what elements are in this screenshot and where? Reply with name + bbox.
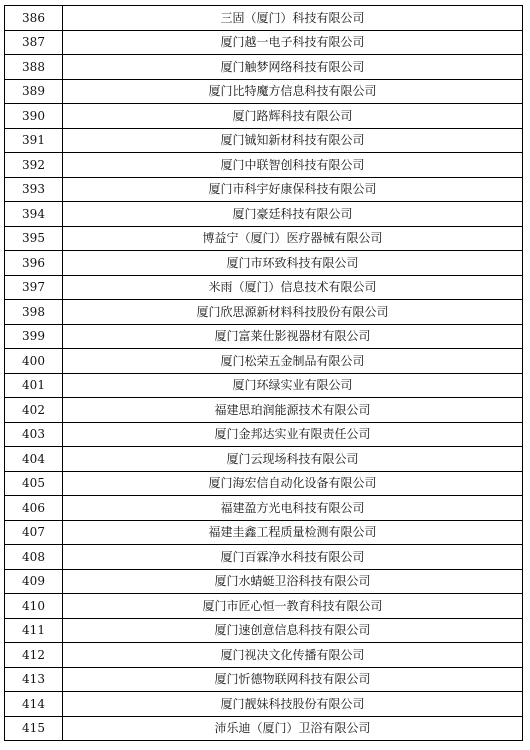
row-number-cell: 414 (5, 692, 63, 717)
company-name-cell: 厦门市科宇好康保科技有限公司 (63, 177, 523, 202)
table-row (5, 30, 523, 55)
table-row (5, 275, 523, 300)
company-name-cell: 厦门金邦达实业有限责任公司 (63, 422, 523, 447)
row-number-cell: 396 (5, 251, 63, 276)
table-row (5, 226, 523, 251)
company-name-cell: 三固（厦门）科技有限公司 (63, 6, 523, 31)
company-name-cell: 厦门富莱仕影视器材有限公司 (63, 324, 523, 349)
company-list-body (5, 6, 523, 741)
company-name-cell: 厦门云现场科技有限公司 (63, 447, 523, 472)
table-row (5, 202, 523, 227)
row-number-cell: 389 (5, 79, 63, 104)
company-name-cell: 厦门欣思源新材料科技股份有限公司 (63, 300, 523, 325)
company-name-cell: 厦门触梦网络科技有限公司 (63, 55, 523, 80)
table-row (5, 300, 523, 325)
table-row (5, 324, 523, 349)
company-name-cell: 厦门视决文化传播有限公司 (63, 643, 523, 668)
row-number-cell: 405 (5, 471, 63, 496)
row-number-cell: 402 (5, 398, 63, 423)
row-number-cell: 390 (5, 104, 63, 129)
row-number-cell: 398 (5, 300, 63, 325)
company-name-cell: 厦门越一电子科技有限公司 (63, 30, 523, 55)
table-row (5, 422, 523, 447)
table-row (5, 520, 523, 545)
company-list-table (4, 5, 523, 741)
company-name-cell: 福建圭鑫工程质量检测有限公司 (63, 520, 523, 545)
company-list-table-wrapper (4, 5, 523, 741)
table-row (5, 692, 523, 717)
row-number-cell: 407 (5, 520, 63, 545)
row-number-cell: 392 (5, 153, 63, 178)
row-number-cell: 412 (5, 643, 63, 668)
row-number-cell: 415 (5, 716, 63, 741)
company-name-cell: 厦门市环致科技有限公司 (63, 251, 523, 276)
table-row (5, 177, 523, 202)
row-number-cell: 409 (5, 569, 63, 594)
row-number-cell: 413 (5, 667, 63, 692)
table-row (5, 594, 523, 619)
company-name-cell: 米雨（厦门）信息技术有限公司 (63, 275, 523, 300)
company-name-cell: 厦门松荣五金制品有限公司 (63, 349, 523, 374)
company-name-cell: 福建盈方光电科技有限公司 (63, 496, 523, 521)
table-row (5, 251, 523, 276)
table-row (5, 716, 523, 741)
row-number-cell: 388 (5, 55, 63, 80)
company-name-cell: 沛乐迪（厦门）卫浴有限公司 (63, 716, 523, 741)
row-number-cell: 387 (5, 30, 63, 55)
row-number-cell: 406 (5, 496, 63, 521)
row-number-cell: 394 (5, 202, 63, 227)
row-number-cell: 393 (5, 177, 63, 202)
row-number-cell: 400 (5, 349, 63, 374)
table-row (5, 447, 523, 472)
table-row (5, 128, 523, 153)
row-number-cell: 399 (5, 324, 63, 349)
row-number-cell: 404 (5, 447, 63, 472)
table-row (5, 6, 523, 31)
row-number-cell: 401 (5, 373, 63, 398)
table-row (5, 79, 523, 104)
company-name-cell: 厦门路辉科技有限公司 (63, 104, 523, 129)
table-row (5, 569, 523, 594)
table-row (5, 104, 523, 129)
table-row (5, 643, 523, 668)
company-name-cell: 博益宁（厦门）医疗器械有限公司 (63, 226, 523, 251)
row-number-cell: 391 (5, 128, 63, 153)
table-row (5, 398, 523, 423)
company-name-cell: 厦门市匠心恒一教育科技有限公司 (63, 594, 523, 619)
row-number-cell: 395 (5, 226, 63, 251)
row-number-cell: 411 (5, 618, 63, 643)
table-row (5, 471, 523, 496)
company-name-cell: 厦门忻德物联网科技有限公司 (63, 667, 523, 692)
company-name-cell: 厦门速创意信息科技有限公司 (63, 618, 523, 643)
table-row (5, 153, 523, 178)
company-name-cell: 厦门中联智创科技有限公司 (63, 153, 523, 178)
table-row (5, 349, 523, 374)
table-row (5, 545, 523, 570)
company-name-cell: 厦门海宏信自动化设备有限公司 (63, 471, 523, 496)
company-name-cell: 厦门豪廷科技有限公司 (63, 202, 523, 227)
table-row (5, 496, 523, 521)
table-row (5, 667, 523, 692)
company-name-cell: 厦门百霖净水科技有限公司 (63, 545, 523, 570)
company-name-cell: 厦门水蜻蜓卫浴科技有限公司 (63, 569, 523, 594)
table-row (5, 373, 523, 398)
company-name-cell: 福建思珀润能源技术有限公司 (63, 398, 523, 423)
company-name-cell: 厦门靓妹科技股份有限公司 (63, 692, 523, 717)
table-row (5, 55, 523, 80)
company-name-cell: 厦门环绿实业有限公司 (63, 373, 523, 398)
row-number-cell: 397 (5, 275, 63, 300)
company-name-cell: 厦门铖知新材科技有限公司 (63, 128, 523, 153)
company-name-cell: 厦门比特魔方信息科技有限公司 (63, 79, 523, 104)
row-number-cell: 403 (5, 422, 63, 447)
row-number-cell: 408 (5, 545, 63, 570)
row-number-cell: 410 (5, 594, 63, 619)
row-number-cell: 386 (5, 6, 63, 31)
table-row (5, 618, 523, 643)
